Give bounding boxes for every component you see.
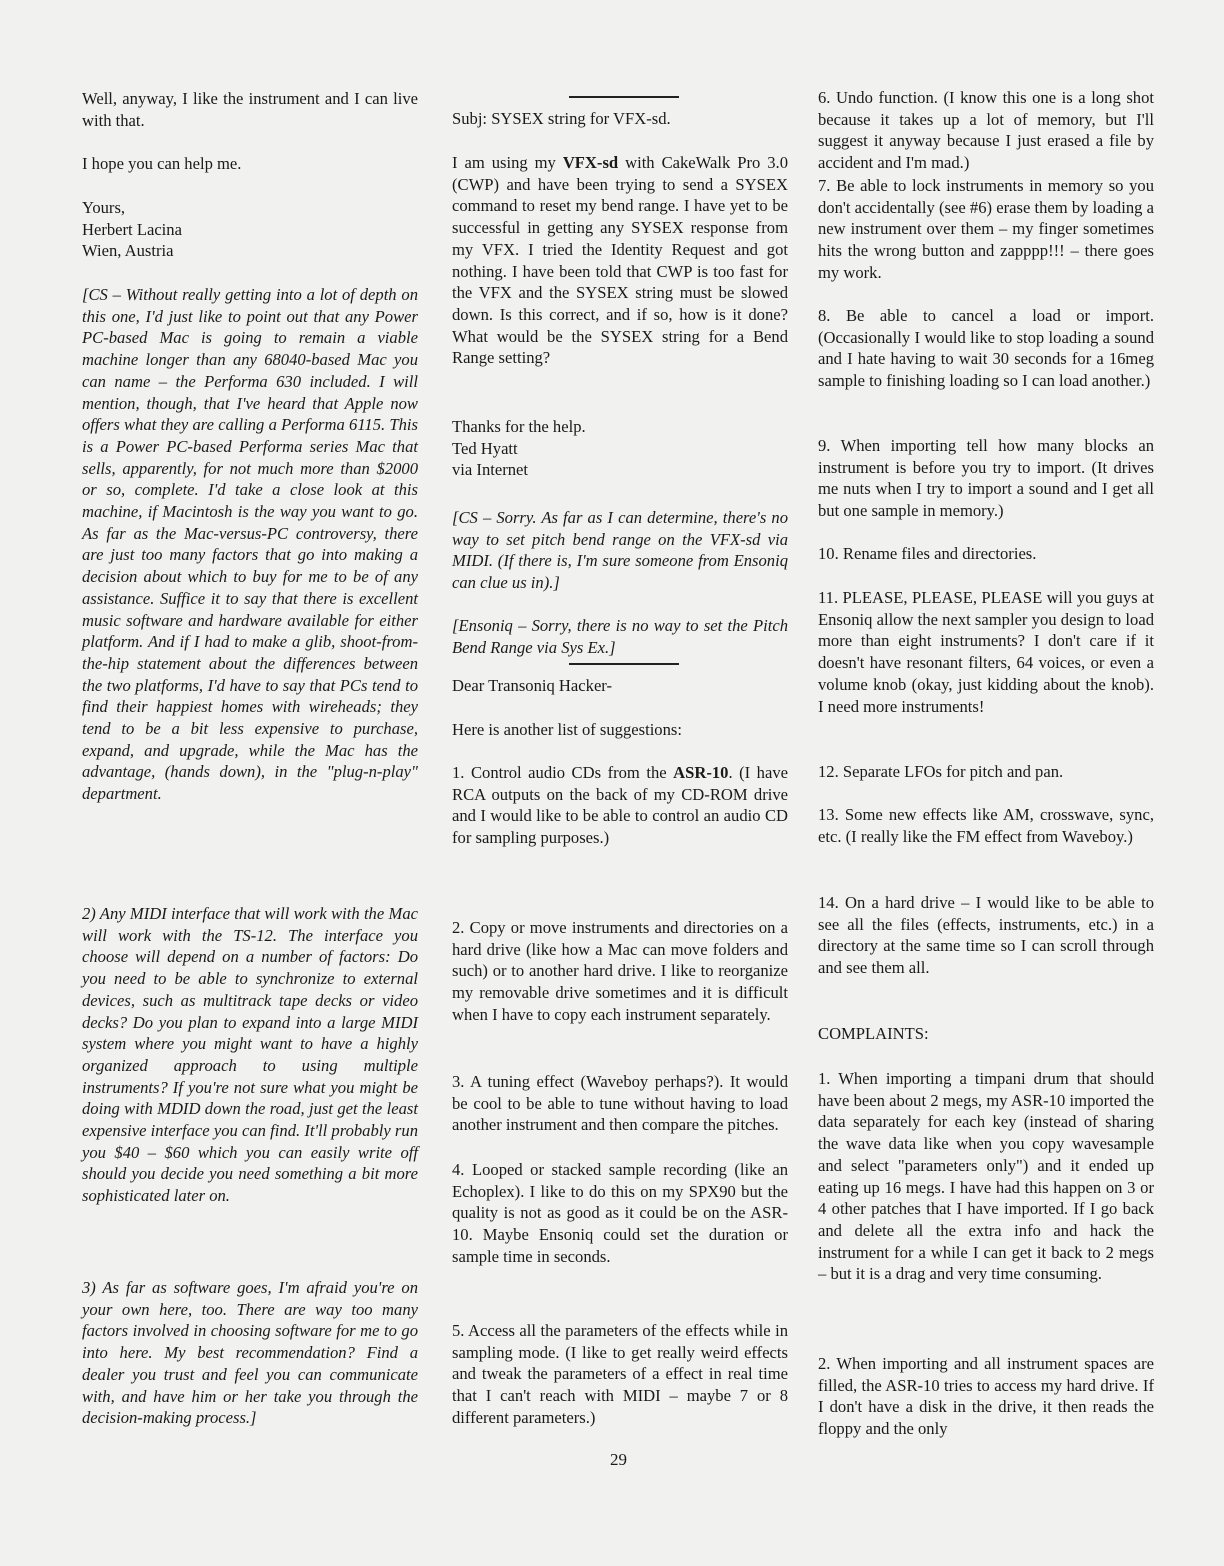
bold-text: ASR-10	[673, 763, 729, 782]
editor-reply: [CS – Without really getting into a lot of depth on this one, I'd just like to point out that any Power PC-based Mac is going to remain a viable machine longer than any 68040-based Mac you can name – the Performa 630 included. I will mention, though, that I've heard that Apple now offers what they are calling a Performa 6115. This is a Power PC-based Performa series Mac that sells, apparently, for not much more than $2000 or so, complete. I'd take a close look at this machine, if Macintosh is the way you want to go. As far as the Mac-versus-PC controversy, there are just too many factors that go into making a decision about which to buy for me to be of any assistance. Suffice it to say that there is excellent music software and hardware available for either platform. And if I had to make a glib, shoot-from-the-hip statement about the differences between the two platforms, I'd have to say that PCs tend to find their happiest homes with wireheads; they tend to be a bit less expensive to purchase, expand, and upgrade, while the Mac has the advantage, (hands down), in the "plug-n-play" department.	[82, 285, 418, 804]
suggestion-item	[452, 762, 788, 849]
text: I am using my	[452, 153, 563, 172]
paragraph: Well, anyway, I like the instrument and I can live with that.	[82, 89, 418, 130]
ensoniq-reply: [Ensoniq – Sorry, there is no way to set the Pitch Bend Range via Sys Ex.]	[452, 616, 788, 657]
suggestion-item: 5. Access all the parameters of the effects while in sampling mode. (I like to get really weird effects and tweak the parameters of a effect in real time that I can't reach with MIDI – maybe 7 or 8 different parameters.)	[452, 1321, 788, 1427]
suggestion-item: 14. On a hard drive – I would like to be able to see all the files (effects, instruments, etc.) in a directory at the same time so I can scroll through and see them all.	[818, 893, 1154, 978]
page-number: 29	[610, 1450, 627, 1469]
divider	[569, 96, 679, 98]
section-heading: COMPLAINTS:	[818, 1024, 929, 1043]
complaint-item: 2. When importing and all instrument spaces are filled, the ASR-10 tries to access my hard drive. If I don't have a disk in the drive, it then reads the floppy and the only	[818, 1354, 1154, 1439]
letter-body	[452, 152, 788, 369]
suggestion-item: 6. Undo function. (I know this one is a long shot because it takes up a lot of memory, but I'll suggest it anyway because I just erased a file by accident and I'm mad.)	[818, 88, 1154, 173]
suggestion-item: 9. When importing tell how many blocks an instrument is before you try to import. (It drives me nuts when I try to import a sound and I get all but one sample in memory.)	[818, 436, 1154, 521]
suggestion-item: 2. Copy or move instruments and directories on a hard drive (like how a Mac can move folders and such) or to another hard drive. I like to reorganize my removable drive sometimes and it is difficult when I have to copy each instrument separately.	[452, 918, 788, 1024]
signature	[452, 416, 788, 481]
suggestion-item: 4. Looped or stacked sample recording (like an Echoplex). I like to do this on my SPX90 but the quality is not as good as it could be on the ASR-10. Maybe Ensoniq could set the duration or sample time in seconds.	[452, 1160, 788, 1266]
text: 1. Control audio CDs from the	[452, 763, 674, 782]
signature-line: Thanks for the help.	[452, 417, 586, 436]
suggestion-item: 7. Be able to lock instruments in memory so you don't accidentally (see #6) erase them by loading a new instrument over them – my finger sometimes hits the wrong button and zapppp!!! – there goes my work.	[818, 176, 1154, 282]
editor-reply: 3) As far as software goes, I'm afraid you're on your own here, too. There are way too many factors involved in choosing software for me to go into here. My best recommendation? Find a dealer you trust and feel you can communicate with, and have him or her take you through the decision-making process.]	[82, 1278, 418, 1428]
signature	[82, 197, 418, 262]
signature-location: Wien, Austria	[82, 241, 174, 261]
suggestion-item: 8. Be able to cancel a load or import. (Occasionally I would like to stop loading a sound and I hate having to wait 30 seconds for a 16meg sample to finishing loading so I can load another.)	[818, 306, 1154, 391]
signature-name: Ted Hyatt	[452, 438, 518, 458]
salutation: Dear Transoniq Hacker-	[452, 676, 613, 695]
suggestion-item: 13. Some new effects like AM, crosswave, sync, etc. (I really like the FM effect from Waveboy.)	[818, 805, 1154, 846]
paragraph: Here is another list of suggestions:	[452, 720, 682, 739]
signature-line: Yours,	[82, 198, 126, 217]
paragraph: I hope you can help me.	[82, 154, 242, 173]
suggestion-item: 11. PLEASE, PLEASE, PLEASE will you guys at Ensoniq allow the next sampler you design to load more than eight instruments? I don't care if it doesn't have resonant filters, 64 voices, or even a volume knob (okay, just kidding about the knob). I need more instruments!	[818, 588, 1154, 716]
signature-location: via Internet	[452, 460, 529, 480]
text: . (I have RCA outputs on the back of my CD-ROM drive and I would like to be able to control an audio CD for sampling purposes.)	[452, 763, 788, 848]
suggestion-item: 12. Separate LFOs for pitch and pan.	[818, 762, 1064, 781]
suggestion-item: 3. A tuning effect (Waveboy perhaps?). It would be cool to be able to tune without having to load another instrument and then compare the pitches.	[452, 1072, 788, 1135]
subject: Subj: SYSEX string for VFX-sd.	[452, 109, 671, 128]
suggestion-item: 10. Rename files and directories.	[818, 544, 1037, 563]
text: with CakeWalk Pro 3.0 (CWP) and have been trying to send a SYSEX command to reset my bend range. I have yet to be successful in getting any SYSEX response from my VFX. I tried the Identity Request and got nothing. I have been told that CWP is too fast for the VFX and the SYSEX string must be slowed down. Is this correct, and if so, how is it done? What would be the SYSEX string for a Bend Range setting?	[452, 153, 788, 368]
divider	[569, 663, 679, 665]
complaint-item: 1. When importing a timpani drum that should have been about 2 megs, my ASR-10 imported the data separately for each key (instead of sharing the wave data like when you copy wavesample and select "parameters only") and it ended up eating up 16 megs. I have had this happen on 3 or 4 other patches that I have imported. If I go back and delete all the extra info and hack the instrument for a while I can get it back to 2 megs – but it is a drag and very time consuming.	[818, 1069, 1154, 1284]
signature-name: Herbert Lacina	[82, 219, 182, 239]
bold-text: VFX-sd	[562, 153, 619, 172]
editor-reply: 2) Any MIDI interface that will work with the Mac will work with the TS-12. The interface you choose will depend on a number of factors: Do you need to be able to synchronize to external devices, such as multitrack tape decks or video decks? Do you plan to expand into a large MIDI system where you might want to have a highly organized approach to using multiple instruments? If you're not sure what you might be doing with MDID down the road, just get the least expensive interface you can find. It'll probably run you $40 – $60 which you can easily write off should you decide you need something a bit more sophisticated later on.	[82, 904, 418, 1206]
editor-reply: [CS – Sorry. As far as I can determine, there's no way to set pitch bend range on the VFX-sd via MIDI. (If there is, I'm sure someone from Ensoniq can clue us in).]	[452, 508, 788, 593]
